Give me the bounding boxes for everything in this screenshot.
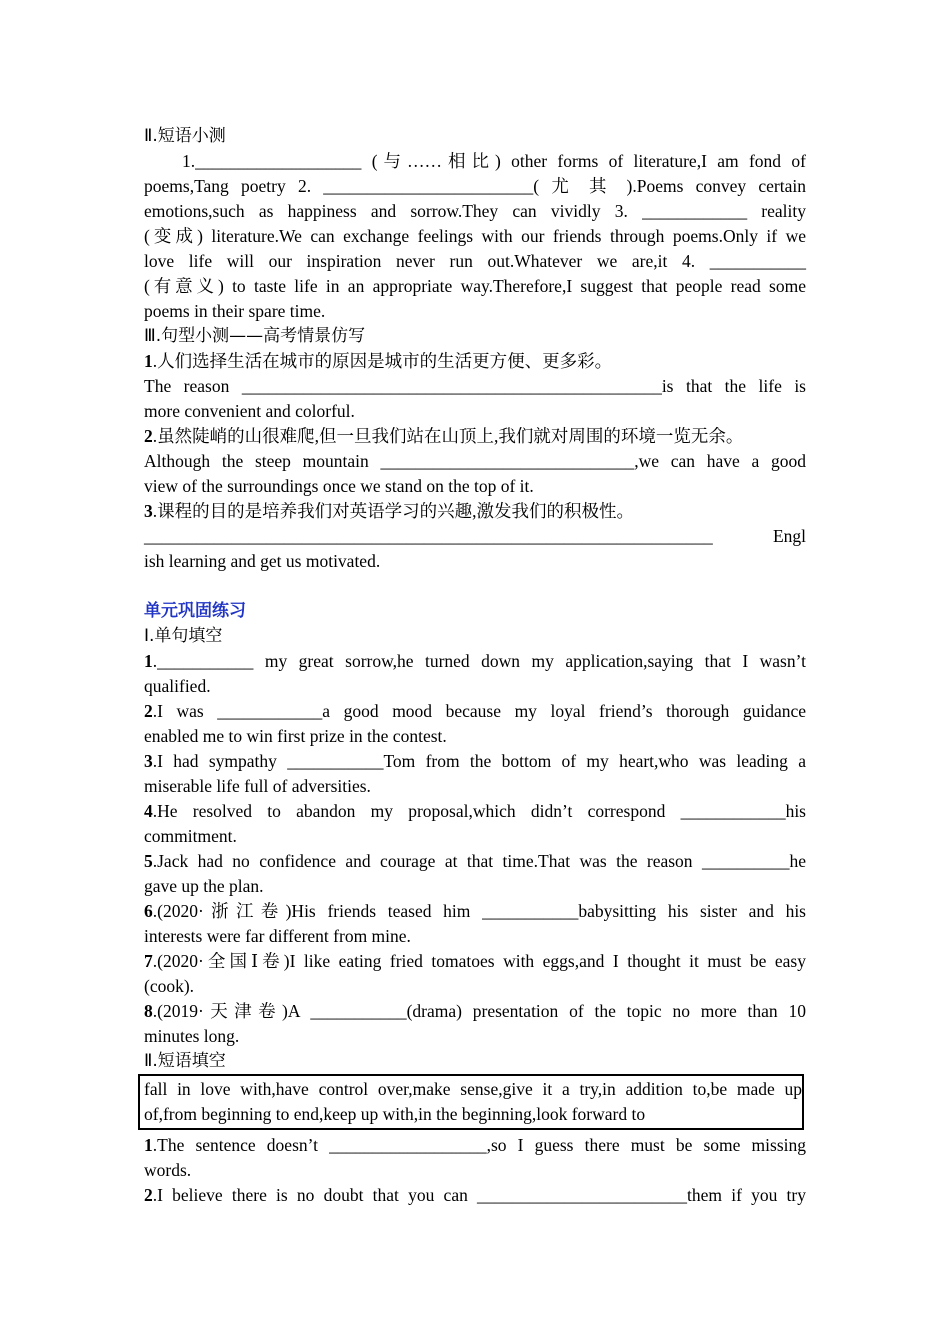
passage-line: poems in their spare time. — [144, 301, 326, 321]
question-number: 8 — [144, 1001, 153, 1021]
phrase-box — [138, 1074, 804, 1130]
exercise-line: 8.(2019·天津卷)A ___________(drama) presentation of the topic no more than 10 — [144, 1001, 806, 1021]
passage-line: emotions,such as happiness and sorrow.They can vividly 3. ____________ reality — [144, 201, 806, 221]
question-number: 6 — [144, 901, 153, 921]
passage-line: love life will our inspiration never run out.Whatever we are,it 4. ___________ — [144, 251, 806, 271]
exercise-line: 3.I had sympathy ___________Tom from the bottom of my heart,who was leading a — [144, 751, 806, 771]
exercise-line: 4.He resolved to abandon my proposal,which didn’t correspond ____________his — [144, 801, 806, 821]
question-cn: 3.课程的目的是培养我们对英语学习的兴趣,激发我们的积极性。 — [144, 501, 634, 521]
question-number: 3 — [144, 501, 153, 521]
exercise-line: enabled me to win first prize in the contest. — [144, 726, 447, 746]
question-en: _________________________________________________________________ Engl — [144, 526, 806, 546]
question-cn: 2.虽然陡峭的山很难爬,但一旦我们站在山顶上,我们就对周围的环境一览无余。 — [144, 426, 744, 446]
exercise-line: 5.Jack had no confidence and courage at that time.That was the reason __________he — [144, 851, 806, 871]
passage-line: (变成) literature.We can exchange feelings with our friends through poems.Only if we — [144, 226, 806, 246]
question-cn: 1.人们选择生活在城市的原因是城市的生活更方便、更多彩。 — [144, 351, 613, 371]
question-en: The reason ________________________________________________is that the life is — [144, 376, 806, 396]
exercise-line: qualified. — [144, 676, 211, 696]
exercise-line: 1.The sentence doesn’t __________________,so I guess there must be some missing — [144, 1135, 806, 1155]
section-title: Ⅰ.单句填空 — [144, 626, 223, 646]
exercise-line: words. — [144, 1160, 192, 1180]
passage-line: (有意义) to taste life in an appropriate way.Therefore,I suggest that people read some — [144, 276, 806, 296]
question-en: Although the steep mountain _____________________________,we can have a good — [144, 451, 806, 471]
phrase-box-line: of,from beginning to end,keep up with,in the beginning,look forward to — [144, 1104, 646, 1124]
exercise-line: gave up the plan. — [144, 876, 264, 896]
exercise-line: 2.I was ____________a good mood because my loyal friend’s thorough guidance — [144, 701, 806, 721]
question-number: 1 — [144, 1135, 153, 1155]
question-number: 7 — [144, 951, 153, 971]
section-title: Ⅱ.短语小测 — [144, 126, 226, 146]
question-en: ish learning and get us motivated. — [144, 551, 381, 571]
exercise-line: interests were far different from mine. — [144, 926, 411, 946]
unit-title: 单元巩固练习 — [144, 601, 246, 621]
section-title: Ⅱ.短语填空 — [144, 1051, 226, 1071]
exercise-line: commitment. — [144, 826, 237, 846]
exercise-line: 2.I believe there is no doubt that you can ________________________them if you try — [144, 1185, 806, 1205]
question-number: 5 — [144, 851, 153, 871]
exercise-line: 7.(2020·全国Ⅰ卷)I like eating fried tomatoes with eggs,and I thought it must be easy — [144, 951, 806, 971]
question-number: 2 — [144, 701, 153, 721]
section-title: Ⅲ.句型小测——高考情景仿写 — [144, 326, 366, 346]
document-page — [144, 124, 806, 1208]
exercise-line: 1.___________ my great sorrow,he turned down my application,saying that I wasn’t — [144, 651, 806, 671]
question-number: 1 — [144, 651, 153, 671]
exercise-line: miserable life full of adversities. — [144, 776, 371, 796]
passage-line: 1.___________________ (与……相比) other forms of literature,I am fond of — [182, 151, 806, 171]
exercise-line: minutes long. — [144, 1026, 240, 1046]
question-number: 4 — [144, 801, 153, 821]
question-number: 3 — [144, 751, 153, 771]
question-number: 2 — [144, 426, 153, 446]
exercise-line: 6.(2020·浙江卷)His friends teased him ___________babysitting his sister and his — [144, 901, 806, 921]
question-number: 1 — [144, 351, 153, 371]
question-en: view of the surroundings once we stand on the top of it. — [144, 476, 534, 496]
phrase-box-line: fall in love with,have control over,make sense,give it a try,in addition to,be made up — [144, 1079, 802, 1099]
exercise-line: (cook). — [144, 976, 195, 996]
question-en: more convenient and colorful. — [144, 401, 355, 421]
passage-line: poems,Tang poetry 2. ________________________( 尤 其 ).Poems convey certain — [144, 176, 806, 196]
question-number: 2 — [144, 1185, 153, 1205]
